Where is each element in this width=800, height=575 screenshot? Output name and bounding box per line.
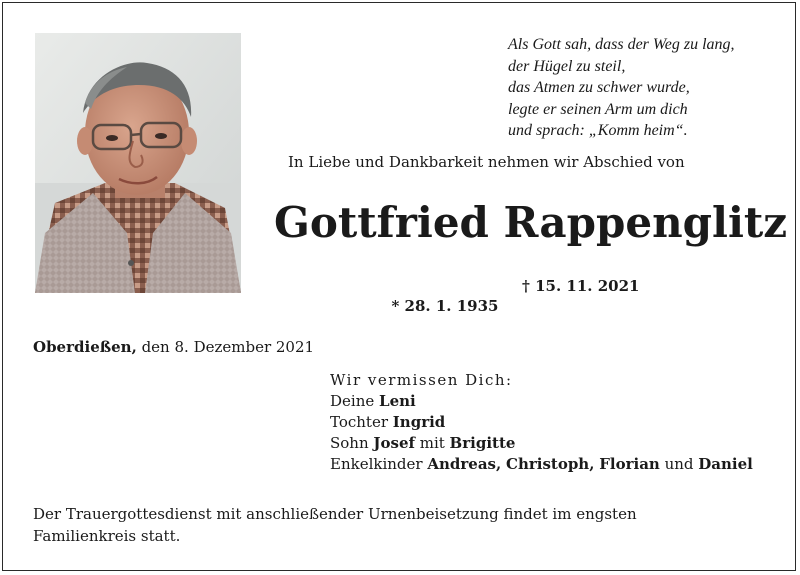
mourner-name: Florian [599, 455, 660, 473]
portrait-photo [35, 33, 241, 293]
service-notice: Der Trauergottesdienst mit anschließender Urnenbeisetzung findet im engsten Familienkreis statt. [33, 505, 637, 545]
poem-line: legte er seinen Arm um dich [508, 100, 688, 118]
poem [508, 34, 735, 142]
mourners-list [330, 370, 753, 475]
mourner-name: Ingrid [392, 413, 446, 431]
deceased-name: Gottfried Rappenglitz [274, 198, 788, 247]
place-and-date [33, 337, 314, 357]
mourner-name: Leni [379, 392, 416, 410]
life-dates [381, 276, 640, 336]
poem-line: der Hügel zu steil, [508, 57, 626, 75]
mourner-line [330, 454, 753, 475]
mourner-line [330, 391, 753, 412]
birth-date: * 28. 1. 1935 [391, 297, 499, 315]
connector-text: mit [414, 434, 450, 452]
notice-date: den 8. Dezember 2021 [136, 338, 315, 356]
mourner-name: Josef [373, 434, 415, 452]
place-name: Oberdießen, [33, 338, 137, 356]
mourner-line [330, 433, 753, 454]
poem-line: das Atmen zu schwer wurde, [508, 79, 690, 96]
mourner-line [330, 412, 753, 433]
relation-label: Enkelkinder [330, 455, 428, 473]
mourner-name: Andreas, [427, 455, 502, 473]
mourner-name: Christoph, [506, 455, 595, 473]
mourners-heading: Wir vermissen Dich: [330, 371, 513, 389]
relation-label: Sohn [330, 434, 374, 452]
connector-text: und [659, 455, 699, 473]
relation-label: Deine [330, 392, 380, 410]
mourner-name: Daniel [698, 455, 753, 473]
poem-line: und sprach: „Komm heim“. [508, 122, 688, 139]
farewell-intro: In Liebe und Dankbarkeit nehmen wir Abschied von [288, 153, 685, 171]
relation-label: Tochter [330, 413, 393, 431]
death-date: † 15. 11. 2021 [522, 277, 640, 295]
mourner-name: Brigitte [449, 434, 516, 452]
poem-line: Als Gott sah, dass der Weg zu lang, [508, 36, 735, 53]
